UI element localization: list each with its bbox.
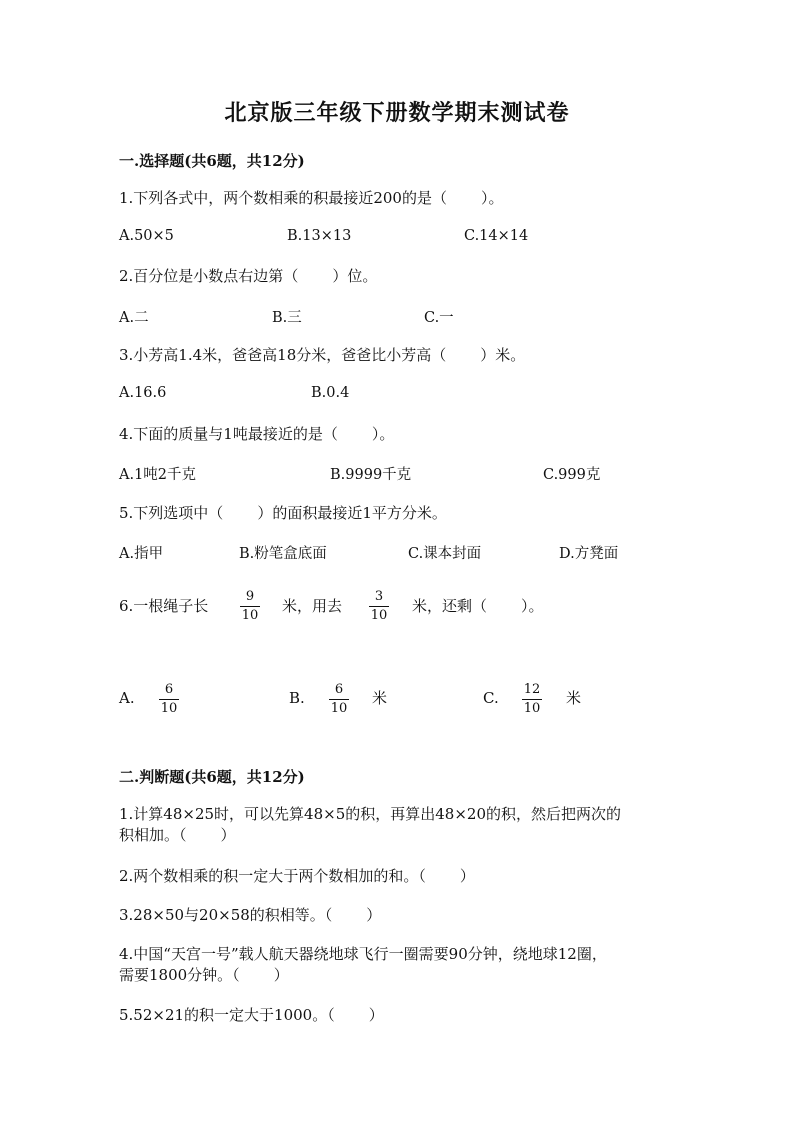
question-text-end: ） xyxy=(366,906,382,924)
fraction-bar xyxy=(240,606,260,607)
question-2 xyxy=(119,265,377,286)
question-3 xyxy=(119,344,525,365)
question-6-prefix: 6.一根绳子长 xyxy=(119,597,209,615)
question-1 xyxy=(119,187,503,208)
option-c[interactable]: C.999克 xyxy=(543,467,601,483)
fraction-numerator: 6 xyxy=(164,682,174,697)
judgement-2 xyxy=(119,865,475,886)
question-line: 1.计算48×25时，可以先算48×5的积，再算出48×20的积，然后把两次的 xyxy=(119,805,621,823)
question-6-mid: 米，用去 xyxy=(282,597,343,615)
fraction-numerator: 12 xyxy=(523,682,541,697)
question-text-end: ） xyxy=(220,826,236,844)
fraction-bar xyxy=(369,606,389,607)
option-b-unit: 米 xyxy=(372,689,388,707)
question-text-end: ）。 xyxy=(371,425,395,443)
option-c[interactable]: C.14×14 xyxy=(464,228,529,244)
question-text: 5.52×21的积一定大于1000。（ xyxy=(119,1006,335,1024)
option-d[interactable]: D.方凳面 xyxy=(559,546,619,562)
fraction-used-length xyxy=(369,589,389,623)
option-c[interactable]: C.一 xyxy=(424,310,454,326)
question-text-end: ） xyxy=(459,867,475,885)
option-a[interactable]: A.50×5 xyxy=(119,228,174,244)
option-a[interactable]: A.指甲 xyxy=(119,546,164,562)
fraction-numerator: 3 xyxy=(374,589,384,604)
fraction-bar xyxy=(329,699,349,700)
question-line xyxy=(119,965,675,986)
option-c-label[interactable]: C. xyxy=(483,689,499,707)
question-text: 4.下面的质量与1吨最接近的是（ xyxy=(119,425,338,443)
judgement-3 xyxy=(119,904,381,925)
question-text: 米，还剩（ xyxy=(412,597,488,615)
question-5 xyxy=(119,502,447,523)
option-a[interactable]: A.1吨2千克 xyxy=(119,467,197,483)
judgement-5 xyxy=(119,1004,384,1025)
question-4 xyxy=(119,423,394,444)
option-b[interactable]: B.13×13 xyxy=(287,228,352,244)
fraction-numerator: 6 xyxy=(334,682,344,697)
option-a-fraction[interactable] xyxy=(159,682,179,716)
fraction-denominator: 10 xyxy=(160,701,178,716)
section-heading-choice: 一.选择题(共6题，共12分) xyxy=(119,152,305,170)
option-b[interactable]: B.粉笔盒底面 xyxy=(239,546,327,562)
option-a-label[interactable]: A. xyxy=(119,689,135,707)
fraction-denominator: 10 xyxy=(241,608,259,623)
question-text: 1.下列各式中，两个数相乘的积最接近200的是（ xyxy=(119,189,447,207)
question-text: 需要1800分钟。（ xyxy=(119,966,240,984)
question-text-end: ）位。 xyxy=(332,267,378,285)
option-a[interactable]: A.二 xyxy=(119,310,149,326)
question-text-end: ）。 xyxy=(521,597,544,615)
fraction-denominator: 10 xyxy=(370,608,388,623)
question-text: 3.小芳高1.4米，爸爸高18分米，爸爸比小芳高（ xyxy=(119,346,447,364)
fraction-denominator: 10 xyxy=(330,701,348,716)
question-text-end: ）的面积最接近1平方分米。 xyxy=(257,504,447,522)
section-heading-judgement: 二.判断题(共6题，共12分) xyxy=(119,768,305,786)
fraction-bar xyxy=(522,699,542,700)
question-text-end: ）。 xyxy=(480,189,504,207)
fraction-bar xyxy=(159,699,179,700)
option-b[interactable]: B.9999千克 xyxy=(330,467,412,483)
option-b-fraction[interactable] xyxy=(329,682,349,716)
judgement-4 xyxy=(119,944,675,986)
option-b[interactable]: B.0.4 xyxy=(311,385,350,401)
question-text-end: ） xyxy=(368,1006,384,1024)
question-line: 4.中国“天宫一号”载人航天器绕地球飞行一圈需要90分钟，绕地球12圈， xyxy=(119,945,607,963)
question-6-suffix xyxy=(412,595,544,616)
question-line xyxy=(119,825,675,846)
fraction-numerator: 9 xyxy=(245,589,255,604)
question-text-end: ） xyxy=(273,966,289,984)
question-text: 3.28×50与20×58的积相等。（ xyxy=(119,906,333,924)
question-text: 2.两个数相乘的积一定大于两个数相加的和。（ xyxy=(119,867,426,885)
fraction-rope-length xyxy=(240,589,260,623)
fraction-denominator: 10 xyxy=(523,701,541,716)
option-c-fraction[interactable] xyxy=(522,682,542,716)
question-text: 积相加。（ xyxy=(119,826,187,844)
option-b[interactable]: B.三 xyxy=(272,310,302,326)
option-b-label[interactable]: B. xyxy=(289,689,305,707)
judgement-1 xyxy=(119,804,675,846)
option-a[interactable]: A.16.6 xyxy=(119,385,167,401)
page-title: 北京版三年级下册数学期末测试卷 xyxy=(224,100,570,126)
option-c-unit: 米 xyxy=(566,689,582,707)
option-c[interactable]: C.课本封面 xyxy=(408,546,482,562)
question-text: 2.百分位是小数点右边第（ xyxy=(119,267,299,285)
question-text: 5.下列选项中（ xyxy=(119,504,224,522)
question-text-end: ）米。 xyxy=(480,346,526,364)
